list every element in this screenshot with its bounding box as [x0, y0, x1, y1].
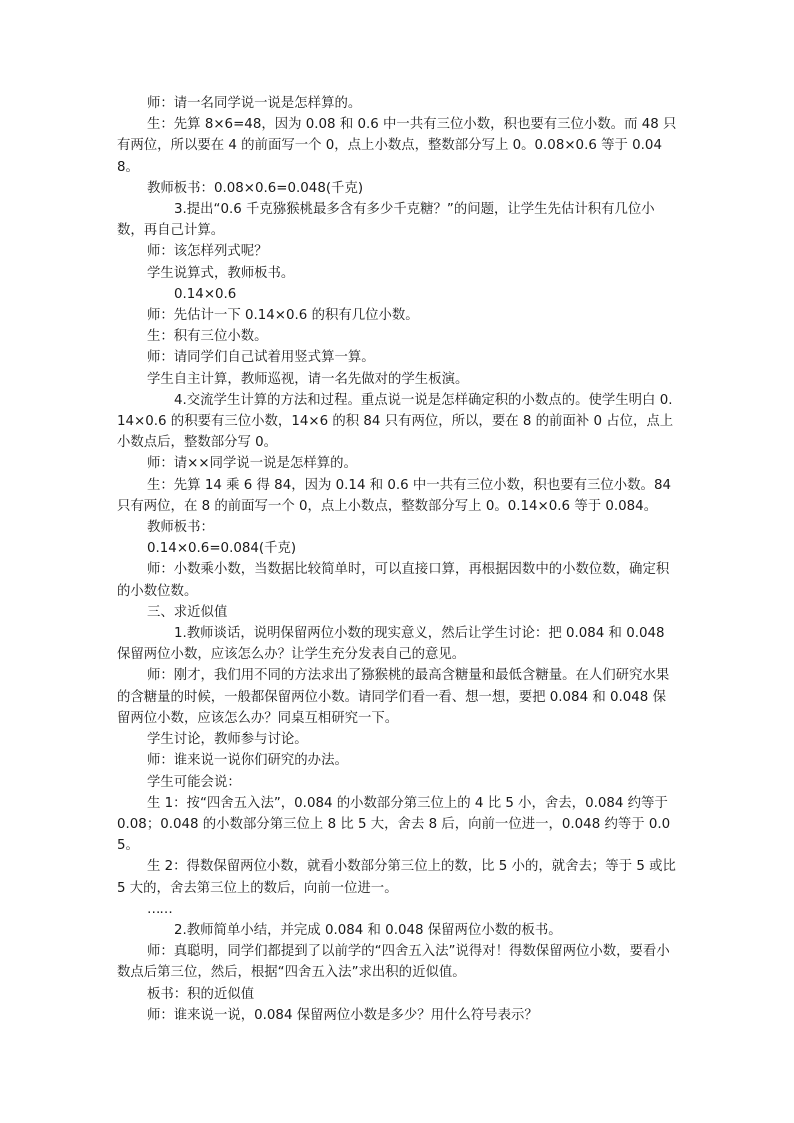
- paragraph-p9: 生：积有三位小数。: [147, 329, 268, 345]
- paragraph-p21: 学生讨论，教师参与讨论。: [147, 732, 308, 748]
- paragraph-p19: 1.教师谈话，说明保留两位小数的现实意义，然后让学生讨论：把 0.084 和 0.048 保留两位小数，应该怎么办？让学生充分发表自己的意见。: [117, 626, 665, 663]
- paragraph-p2: 生：先算 8×6=48，因为 0.08 和 0.6 中一共有三位小数，积也要有三位小数。而 48 只有两位，所以要在 4 的前面写一个 0，点上小数点，整数部分写上 0。0.08×0.6 等于 0.048。: [117, 117, 677, 175]
- paragraph-p27: 2.教师简单小结，并完成 0.084 和 0.048 保留两位小数的板书。: [174, 922, 562, 938]
- paragraph-p10: 师：请同学们自己试着用竖式算一算。: [147, 350, 375, 366]
- paragraph-p28: 师：真聪明，同学们都提到了以前学的“四舍五入法”说得对！得数保留两位小数，要看小数点后第三位，然后，根据“四舍五入法”求出积的近似值。: [117, 944, 670, 981]
- paragraph-p17: 师：小数乘小数，当数据比较简单时，可以直接口算，再根据因数中的小数位数，确定积的小数位数。: [117, 562, 670, 599]
- paragraph-p13: 师：请××同学说一说是怎样算的。: [147, 456, 357, 472]
- paragraph-p20: 师：刚才，我们用不同的方法求出了猕猴桃的最高含糖量和最低含糖量。在人们研究水果的含糖量的时候，一般都保留两位小数。请同学们看一看、想一想，要把 0.084 和 0.048 保留两位小数，应该怎么办？同桌互相研究一下。: [117, 668, 670, 726]
- paragraph-p23: 学生可能会说：: [147, 774, 241, 790]
- paragraph-p8: 师：先估计一下 0.14×0.6 的积有几位小数。: [147, 308, 419, 324]
- paragraph-p14: 生：先算 14 乘 6 得 84，因为 0.14 和 0.6 中一共有三位小数，积也要有三位小数。84 只有两位，在 8 的前面写一个 0，点上小数点，整数部分写上 0。0.14×0.6 等于 0.084。: [117, 477, 671, 514]
- paragraph-p1: 师：请一名同学说一说是怎样算的。: [147, 96, 362, 111]
- paragraph-p24: 生 1：按“四舍五入法”，0.084 的小数部分第三位上的 4 比 5 小，舍去，0.084 约等于 0.08；0.048 的小数部分第三位上 8 比 5 大，舍去 8 后，向前一位进一，0.048 约等于 0.05。: [117, 795, 671, 854]
- paragraph-p22: 师：谁来说一说你们研究的办法。: [147, 753, 348, 769]
- paragraph-p11: 学生自主计算，教师巡视，请一名先做对的学生板演。: [147, 371, 469, 387]
- paragraph-p6: 学生说算式，教师板书。: [147, 265, 295, 281]
- lesson-body: [117, 93, 677, 1026]
- paragraph-p4: 3.提出“0.6 千克猕猴桃最多含有多少千克糖？”的问题，让学生先估计积有几位小数，再自己计算。: [117, 202, 655, 239]
- paragraph-p16: 0.14×0.6=0.084(千克): [147, 541, 297, 557]
- paragraph-p25: 生 2：得数保留两位小数，就看小数部分第三位上的数，比 5 小的，就舍去；等于 5 或比 5 大的，舍去第三位上的数后，向前一位进一。: [117, 859, 676, 896]
- paragraph-p26: ……: [147, 901, 172, 917]
- paragraph-p5: 师：该怎样列式呢？: [147, 244, 268, 260]
- paragraph-p29: 板书：积的近似值: [147, 986, 255, 1002]
- paragraph-p7: 0.14×0.6: [174, 286, 237, 302]
- paragraph-p12: 4.交流学生计算的方法和过程。重点说一说是怎样确定积的小数点的。使学生明白 0.14×0.6 的积要有三位小数，14×6 的积 84 只有两位，所以，要在 8 的前面补 0 占位，点上小数点后，整数部分写 0。: [117, 392, 674, 451]
- paragraph-p18: 三、求近似值: [147, 604, 228, 620]
- paragraph-p30: 师：谁来说一说，0.084 保留两位小数是多少？用什么符号表示？: [147, 1007, 538, 1023]
- paragraph-p15: 教师板书：: [147, 520, 214, 536]
- paragraph-p3: 教师板书：0.08×0.6=0.048(千克): [147, 180, 364, 196]
